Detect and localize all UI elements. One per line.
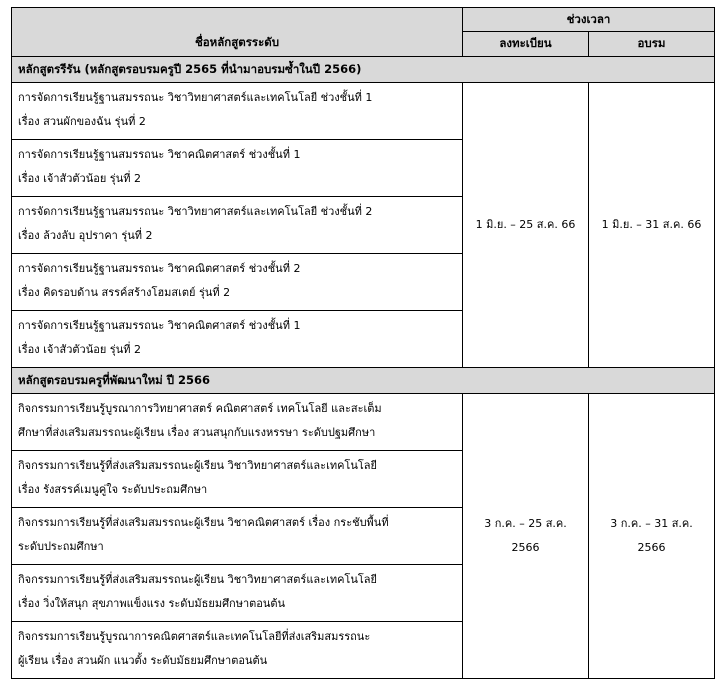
- course-cell: [12, 508, 463, 565]
- course-line: การจัดการเรียนรู้ฐานสมรรถนะ วิชาคณิตศาสตร์ ช่วงชั้นที่ 1: [18, 319, 301, 332]
- training-header: อบรม: [589, 32, 715, 57]
- course-cell: [12, 451, 463, 508]
- period-header: ช่วงเวลา: [463, 8, 715, 32]
- course-cell: [12, 140, 463, 197]
- course-schedule-table: [11, 7, 715, 679]
- training-period-cell: [589, 394, 715, 679]
- course-line: ศึกษาที่ส่งเสริมสมรรถนะผู้เรียน เรื่อง สวนสนุกกับแรงหรรษา ระดับปฐมศึกษา: [18, 426, 376, 439]
- course-line: เรื่อง วิ่งให้สนุก สุขภาพแข็งแรง ระดับมัธยมศึกษาตอนต้น: [18, 597, 286, 610]
- course-cell: [12, 311, 463, 368]
- course-line: กิจกรรมการเรียนรู้ที่ส่งเสริมสมรรถนะผู้เรียน วิชาคณิตศาสตร์ เรื่อง กระชับพื้นที่: [18, 516, 389, 529]
- course-name-header: ชื่อหลักสูตรระดับ: [12, 8, 463, 57]
- course-line: การจัดการเรียนรู้ฐานสมรรถนะ วิชาวิทยาศาสตร์และเทคโนโลยี ช่วงชั้นที่ 2: [18, 205, 373, 218]
- course-line: ผู้เรียน เรื่อง สวนผัก แนวตั้ง ระดับมัธยมศึกษาตอนต้น: [18, 654, 268, 667]
- course-line: เรื่อง รังสรรค์เมนูคู่ใจ ระดับประถมศึกษา: [18, 483, 208, 496]
- register-period-text: 3 ก.ค. – 25 ส.ค. 2566: [484, 517, 567, 554]
- course-cell: [12, 254, 463, 311]
- course-line: กิจกรรมการเรียนรู้ที่ส่งเสริมสมรรถนะผู้เรียน วิชาวิทยาศาสตร์และเทคโนโลยี: [18, 459, 377, 472]
- register-period-cell: [463, 394, 589, 679]
- register-header: ลงทะเบียน: [463, 32, 589, 57]
- course-line: เรื่อง สวนผักของฉัน รุ่นที่ 2: [18, 115, 146, 128]
- course-line: กิจกรรมการเรียนรู้บูรณาการคณิตศาสตร์และเทคโนโลยีที่ส่งเสริมสมรรถนะ: [18, 630, 371, 643]
- course-line: เรื่อง เจ้าสัวตัวน้อย รุ่นที่ 2: [18, 172, 141, 185]
- course-line: ระดับประถมศึกษา: [18, 540, 104, 553]
- course-cell: [12, 83, 463, 140]
- course-cell: [12, 394, 463, 451]
- section-title-rerun: หลักสูตรรีรัน (หลักสูตรอบรมครูปี 2565 ที่นำมาอบรมซ้ำในปี 2566): [12, 57, 715, 83]
- register-period-cell: 1 มิ.ย. – 25 ส.ค. 66: [463, 83, 589, 368]
- course-line: การจัดการเรียนรู้ฐานสมรรถนะ วิชาคณิตศาสตร์ ช่วงชั้นที่ 2: [18, 262, 301, 275]
- section-title-new: หลักสูตรอบรมครูที่พัฒนาใหม่ ปี 2566: [12, 368, 715, 394]
- course-line: เรื่อง เจ้าสัวตัวน้อย รุ่นที่ 2: [18, 343, 141, 356]
- course-line: เรื่อง ล้วงลับ อุปราคา รุ่นที่ 2: [18, 229, 153, 242]
- course-cell: [12, 622, 463, 679]
- course-line: การจัดการเรียนรู้ฐานสมรรถนะ วิชาคณิตศาสตร์ ช่วงชั้นที่ 1: [18, 148, 301, 161]
- training-period-text: 3 ก.ค. – 31 ส.ค. 2566: [610, 517, 693, 554]
- course-line: การจัดการเรียนรู้ฐานสมรรถนะ วิชาวิทยาศาสตร์และเทคโนโลยี ช่วงชั้นที่ 1: [18, 91, 373, 104]
- course-line: เรื่อง คิดรอบด้าน สรรค์สร้างโฮมสเตย์ รุ่นที่ 2: [18, 286, 231, 299]
- course-line: กิจกรรมการเรียนรู้บูรณาการวิทยาศาสตร์ คณิตศาสตร์ เทคโนโลยี และสะเต็ม: [18, 402, 382, 415]
- course-cell: [12, 197, 463, 254]
- course-cell: [12, 565, 463, 622]
- course-line: กิจกรรมการเรียนรู้ที่ส่งเสริมสมรรถนะผู้เรียน วิชาวิทยาศาสตร์และเทคโนโลยี: [18, 573, 377, 586]
- training-period-cell: 1 มิ.ย. – 31 ส.ค. 66: [589, 83, 715, 368]
